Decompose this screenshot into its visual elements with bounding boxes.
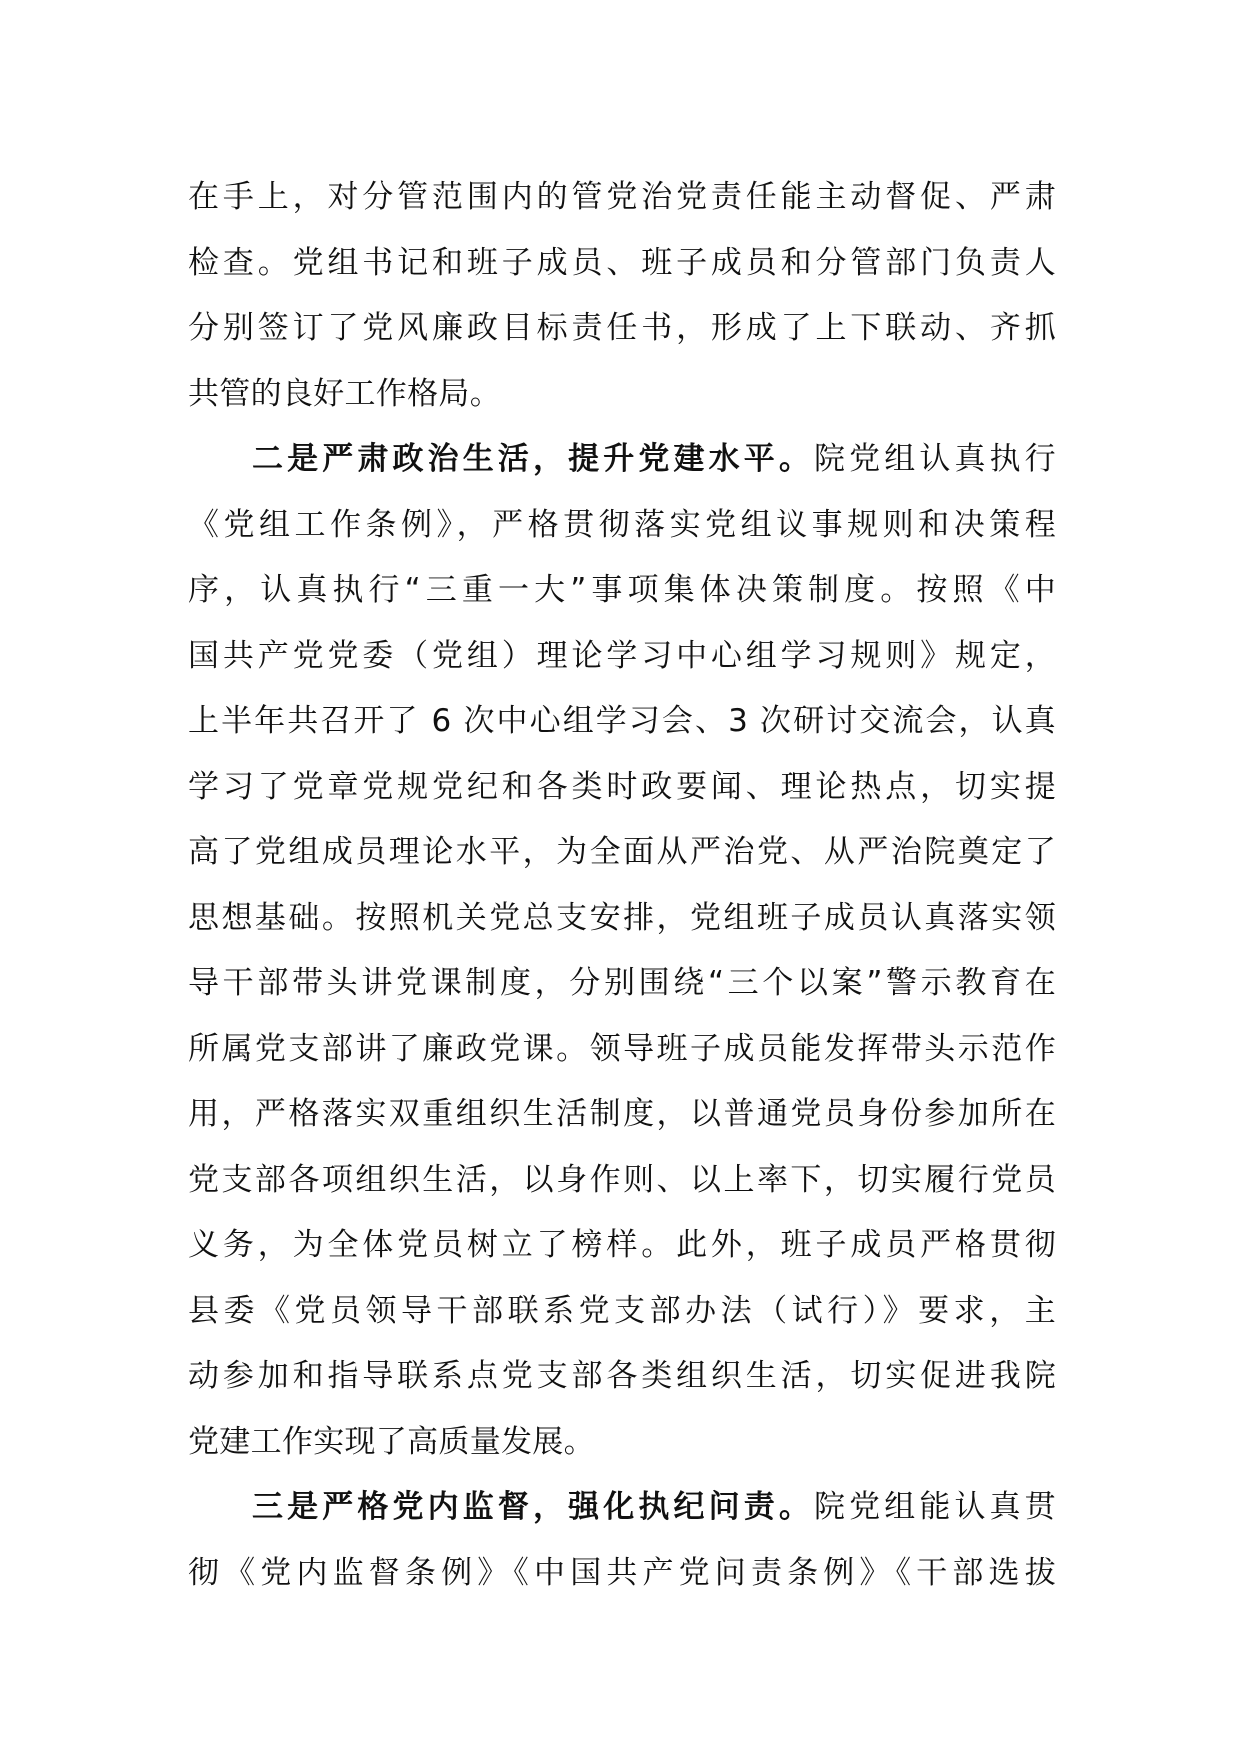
text-line: 上半年共召开了 6 次中心组学习会、3 次研讨交流会，认真 <box>188 703 1056 739</box>
text-line: 序，认真执行“三重一大”事项集体决策制度。按照《中 <box>188 572 1056 608</box>
paragraph-heading: 二是严肃政治生活，提升党建水平。 <box>252 441 814 477</box>
text-line: 导干部带头讲党课制度，分别围绕“三个以案”警示教育在 <box>188 965 1056 1001</box>
text-line: 党支部各项组织生活，以身作则、以上率下，切实履行党员 <box>188 1161 1056 1198</box>
text-line: 义务，为全体党员树立了榜样。此外，班子成员严格贯彻 <box>188 1227 1056 1263</box>
text-line <box>188 427 1056 493</box>
text-line: 用，严格落实双重组织生活制度，以普通党员身份参加所在 <box>188 1096 1056 1132</box>
text-line: 国共产党党委（党组）理论学习中心组学习规则》规定， <box>188 637 1056 674</box>
text-line: 在手上，对分管范围内的管党治党责任能主动督促、严肃 <box>188 179 1056 215</box>
text-line: 县委《党员领导干部联系党支部办法（试行）》要求，主 <box>188 1292 1056 1329</box>
text-line: 党建工作实现了高质量发展。 <box>188 1423 595 1460</box>
text-line: 高了党组成员理论水平，为全面从严治党、从严治院奠定了 <box>188 834 1056 870</box>
paragraph-text: 院党组认真执行 <box>813 441 1056 477</box>
paragraph-3 <box>188 1475 1056 1606</box>
document-page <box>188 165 1056 1606</box>
text-line: 《党组工作条例》，严格贯彻落实党组议事规则和决策程 <box>188 506 1056 543</box>
paragraph-2 <box>188 427 1056 1475</box>
text-line: 分别签订了党风廉政目标责任书，形成了上下联动、齐抓 <box>188 310 1056 346</box>
paragraph-text: 院党组能认真贯 <box>813 1489 1056 1525</box>
text-line: 检查。党组书记和班子成员、班子成员和分管部门负责人 <box>188 244 1056 281</box>
text-line: 动参加和指导联系点党支部各类组织生活，切实促进我院 <box>188 1358 1056 1394</box>
text-line: 共管的良好工作格局。 <box>188 375 501 412</box>
paragraph-heading: 三是严格党内监督，强化执纪问责。 <box>252 1489 814 1525</box>
text-line <box>188 1475 1056 1541</box>
text-line: 所属党支部讲了廉政党课。领导班子成员能发挥带头示范作 <box>188 1030 1056 1067</box>
text-line: 学习了党章党规党纪和各类时政要闻、理论热点，切实提 <box>188 768 1056 805</box>
text-line: 彻《党内监督条例》《中国共产党问责条例》《干部选拔 <box>188 1554 1056 1591</box>
paragraph-1 <box>188 165 1056 427</box>
text-line: 思想基础。按照机关党总支安排，党组班子成员认真落实领 <box>188 899 1056 936</box>
